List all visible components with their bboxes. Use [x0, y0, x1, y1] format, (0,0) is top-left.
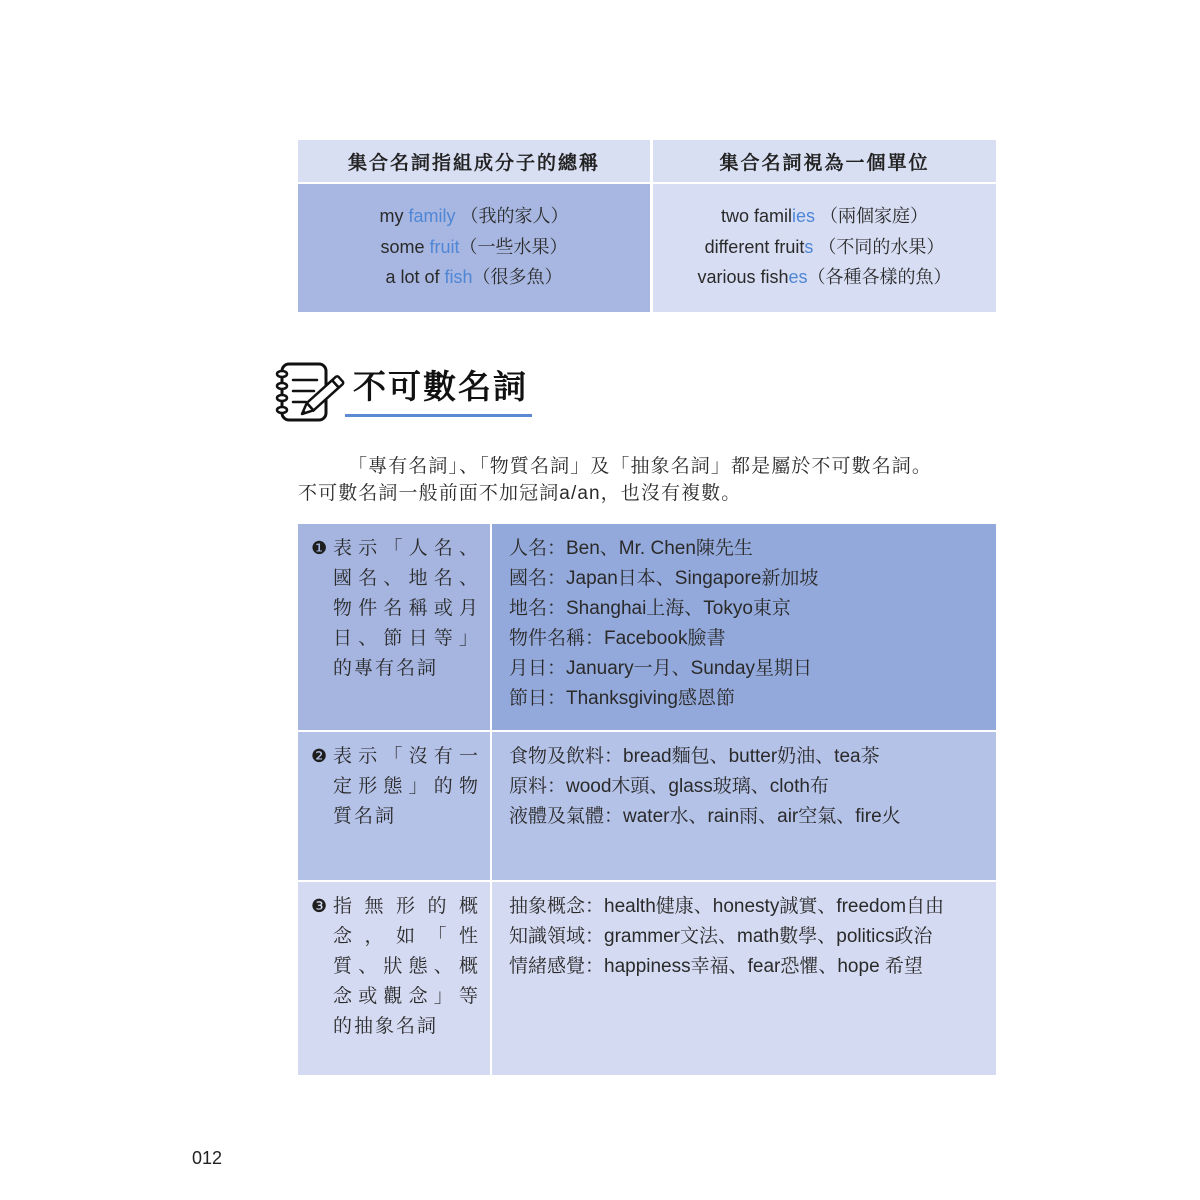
description-line: 念，如「性 [333, 926, 480, 947]
description-line: 表示「沒有一 [333, 746, 480, 767]
description-line: 國名、地名、 [333, 568, 480, 589]
example-text: different fruit [704, 236, 805, 257]
example-line: 物件名稱：Facebook臉書 [509, 628, 726, 649]
intro-line-1: 「專有名詞」、「物質名詞」及「抽象名詞」都是屬於不可數名詞。 [348, 456, 933, 477]
uncountable-noun-table [298, 524, 996, 1075]
highlighted-suffix: s [804, 236, 814, 257]
description-line: 表示「人名、 [333, 538, 480, 559]
proper-noun-examples [492, 524, 996, 730]
section-title-underline [345, 414, 532, 417]
example-line: 人名：Ben、Mr. Chen陳先生 [509, 538, 753, 559]
page-number: 012 [192, 1148, 223, 1168]
example-line: 液體及氣體：water水、rain雨、air空氣、fire火 [509, 806, 901, 827]
abstract-noun-examples [492, 882, 996, 1075]
example-line [653, 232, 996, 263]
highlighted-suffix: es [788, 267, 808, 287]
proper-noun-description [298, 524, 490, 730]
example-line: 節日：Thanksgiving感恩節 [509, 688, 735, 709]
collective-examples-left [298, 184, 650, 312]
example-line [298, 201, 650, 232]
abstract-noun-description [298, 882, 490, 1075]
description-line: 定形態」的物 [333, 776, 480, 797]
example-text: various fish [697, 267, 789, 287]
description-line: 念或觀念」等 [333, 986, 480, 1007]
collective-examples-right [653, 184, 996, 312]
description-line: 日、節日等」 [333, 628, 480, 649]
highlighted-suffix: ies [791, 206, 815, 226]
collective-header-left: 集合名詞指組成分子的總稱 [298, 140, 650, 182]
item-number: ❶ [311, 538, 328, 559]
section-title: 不可數名詞 [353, 368, 528, 405]
example-text: some [380, 236, 430, 257]
example-text: a lot of [385, 267, 445, 287]
notebook-pencil-icon [272, 358, 348, 428]
material-noun-examples [492, 732, 996, 880]
highlighted-word: family [408, 206, 456, 226]
highlighted-word: fish [444, 267, 473, 287]
example-translation: （各種各樣的魚） [807, 267, 952, 287]
example-line: 食物及飲料：bread麵包、butter奶油、tea茶 [509, 746, 880, 767]
description-line: 的專有名詞 [333, 658, 439, 679]
example-translation: （兩個家庭） [815, 206, 929, 226]
description-line: 質、狀態、概 [333, 956, 480, 977]
example-text: my [379, 206, 409, 226]
example-line [298, 262, 650, 293]
example-line: 抽象概念：health健康、honesty誠實、freedom自由 [509, 896, 945, 917]
example-text: two famil [720, 206, 792, 226]
example-line: 月日：January一月、Sunday星期日 [509, 658, 813, 679]
example-line [653, 262, 996, 293]
description-line: 的抽象名詞 [333, 1016, 439, 1037]
material-noun-description [298, 732, 490, 880]
collective-noun-table [298, 140, 996, 312]
description-line: 質名詞 [333, 806, 397, 827]
item-number: ❷ [311, 746, 328, 767]
example-translation: （我的家人） [455, 206, 569, 226]
description-line: 指無形的概 [333, 896, 480, 917]
item-number: ❸ [311, 896, 328, 917]
example-translation: （一些水果） [459, 236, 568, 257]
collective-header-right: 集合名詞視為一個單位 [653, 140, 996, 182]
highlighted-word: fruit [429, 236, 460, 257]
example-translation: （不同的水果） [813, 236, 945, 257]
example-line: 知識領域：grammer文法、math數學、politics政治 [509, 926, 933, 947]
example-line: 情緒感覺：happiness幸福、fear恐懼、hope 希望 [509, 956, 923, 977]
example-line: 原料：wood木頭、glass玻璃、cloth布 [509, 776, 829, 797]
example-line [653, 201, 996, 232]
example-translation: （很多魚） [472, 267, 563, 287]
example-line: 國名：Japan日本、Singapore新加坡 [509, 568, 819, 589]
intro-line-2: 不可數名詞一般前面不加冠詞a/an，也沒有複數。 [298, 483, 742, 504]
description-line: 物件名稱或月 [333, 598, 480, 619]
example-line [298, 232, 650, 263]
example-line: 地名：Shanghai上海、Tokyo東京 [509, 598, 791, 619]
